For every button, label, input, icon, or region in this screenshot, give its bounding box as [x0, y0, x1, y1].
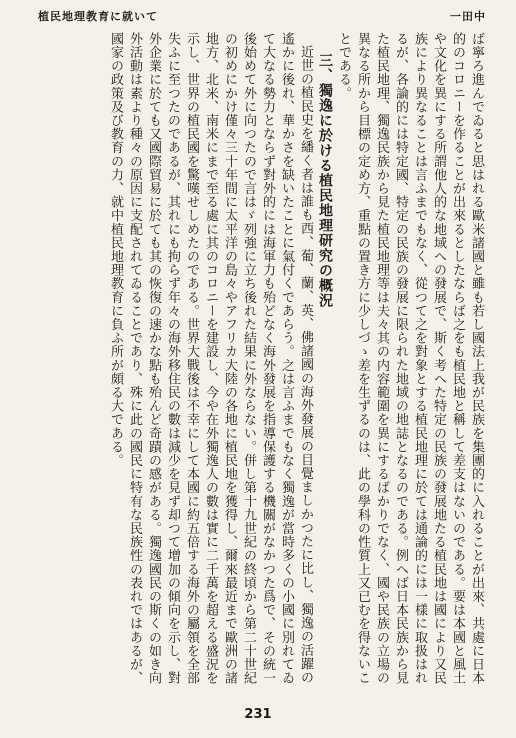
paragraph: ば寧ろ進んでゐると思はれる歐米諸國と雖も若し國法上我が民族を集團的に入れることが出來、共處に日本的のコロニーを作ることが出來るとしたならば之をも植民地と稱して差支はないのである。要は本國と風土や文化を異にする所謂他人的な地域への發展で、斯く考へた特定の民族の發展地たる植民地は國により又民族により異なることは言ふまでもなく、從つて之を對象とする植民地理に於ては通論的には一樣に取扱はれるが、各論的には特定國、特定の民族の發展に限られた地域の地誌となるのである。例へば日本民族から見た植民地理、獨逸民族から見た植民地理等は夫々其の内容範圍を異にするばかりでなく、國や民族の立場の異なる所から目標の定め方、重點の置き方に少しづゝ差を生ずるのは、此の學科の性質上又已むを得ないことである。: [336, 32, 484, 685]
paragraph: 近世の植民史を繙く者は誰も西、葡、蘭、英、佛諸國の海外發展の目覺ましかつたに比し、獨逸の活躍の遙かに後れ、華かさを缺いたことに氣付くであらう。之は言ふまでもなく獨逸が當時多くの小國に別れてゐて大なる勢力とならず對外的には海軍力も殆どなく海外發展を指導保護する機關がなかつた爲で、その統一後始めて外に向つたので言はゞ列強に立ち後れた結果に外ならない。併し第十九世紀の終頃から第二十世紀の初めにかけ僅々三十年間に太平洋の島々やアフリカ大陸の各地に植民地を獲得し、爾來最近まで歐洲の諸地方、北米、南米にまで至る處に其のコロニーを建設し、今や在外獨逸人の數は實に二千萬を超える盛況を示し、世界の植民國を驚嘆せしめたのである。世界大戰後は不幸にして本國に約五倍する海外の屬領を全部失ふに至つたのであるが、其れにも拘らず年々の海外移住民の數は減少を見ず却つて增加の傾向を示し、對外企業に於ても又國際貿易に於ても其の恢復の速かな點も殆んど奇蹟の感がある。獨逸國民の斯くの如き向外活動は素より種々の原因に支配されてゐることであり、殊に此の國民に特有な民族性の表れではあるが、國家の政策及び教育の力、就中植民地理教育に負ふ所が頗る大である。: [108, 32, 313, 685]
section-heading: 三、獨逸に於ける植民地理研究の概況: [317, 53, 333, 308]
running-head-title: 植民地理教育に就いて: [38, 10, 158, 23]
body-text: [30, 32, 486, 692]
running-head: [0, 8, 516, 24]
running-head-author: 一田中: [450, 10, 486, 23]
page-number: 231: [244, 707, 272, 722]
